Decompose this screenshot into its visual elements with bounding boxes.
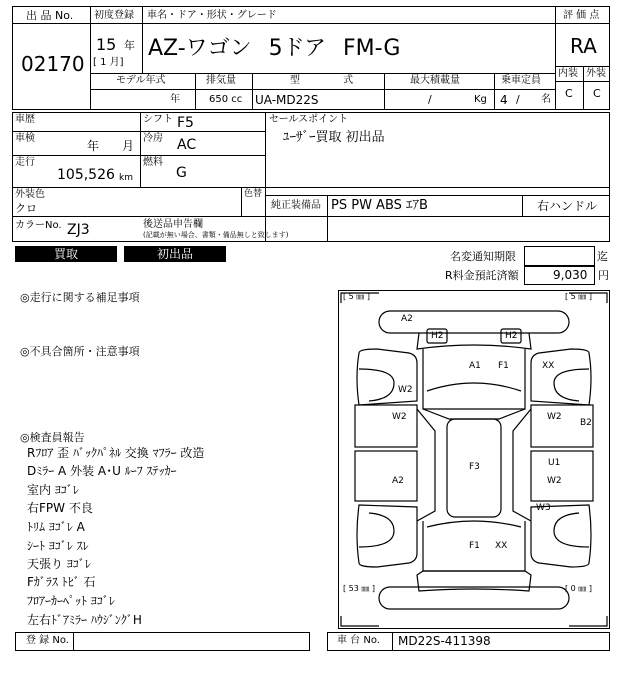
damage-mark: F1: [498, 361, 509, 371]
divider: [327, 195, 328, 242]
capacity-label: 乗車定員: [501, 75, 541, 86]
recycle-unit: 円: [598, 269, 609, 282]
damage-mark: B2: [580, 418, 592, 428]
lot-no: 02170: [21, 52, 85, 76]
sales-point: ﾕｰｻﾞｰ買取 初出品: [283, 130, 385, 145]
exterior-color: クロ: [15, 202, 37, 215]
report-line: Fｶﾞﾗｽ ﾄﾋﾞ 石: [27, 575, 96, 589]
first-reg-year: 15: [96, 35, 117, 54]
damage-mark: U1: [548, 458, 561, 468]
damage-mark: A1: [469, 361, 481, 371]
damage-mark: F1: [469, 541, 480, 551]
notes-section-defects: ◎不具合箇所・注意事項: [20, 345, 140, 358]
tire-depth-rear-right: [ 0 ㎜ ]: [565, 584, 592, 593]
car-diagram: [338, 290, 610, 629]
divider: [90, 6, 91, 110]
type-label: 型 式: [290, 75, 354, 86]
docs-label: 後送品申告欄: [143, 219, 203, 230]
notes-section-driving: ◎走行に関する補足事項: [20, 291, 140, 304]
reg-no-label: 登 録 No.: [26, 635, 69, 646]
badge-kaitori: 買取: [15, 246, 117, 262]
first-reg-month: [ 1 月]: [93, 57, 124, 68]
divider: [494, 73, 495, 110]
divider: [252, 73, 253, 110]
capacity-sep: /: [516, 93, 520, 106]
first-reg-label: 初度登録: [94, 10, 134, 21]
damage-mark: XX: [542, 361, 555, 371]
damage-mark: W2: [398, 385, 413, 395]
report-line: 右FPW 不良: [27, 501, 93, 515]
name-change-label: 名変通知期限: [450, 250, 516, 263]
displacement-label: 排気量: [206, 75, 236, 86]
divider: [12, 155, 265, 156]
divider: [142, 6, 143, 73]
inspection-year: 年: [87, 139, 100, 153]
chassis-no: MD22S-411398: [398, 634, 491, 648]
divider: [90, 73, 555, 74]
divider: [73, 632, 74, 651]
fuel: G: [176, 165, 187, 181]
sales-point-label: セールスポイント: [269, 114, 349, 125]
mileage-unit: km: [119, 173, 133, 183]
capacity-value: 4: [500, 93, 508, 107]
damage-mark: W2: [547, 412, 562, 422]
docs-note: (記載が無い場合、書類・備品無しと致します): [143, 231, 289, 239]
rating: RA: [570, 34, 597, 58]
equipment: PS PW ABS ｴｱB: [331, 198, 428, 213]
exterior-grade: C: [593, 87, 601, 100]
divider: [555, 6, 556, 110]
divider: [392, 632, 393, 651]
report-line: Dﾐﾗｰ A 外装 A･U ﾙｰﾌ ｽﾃｯｶｰ: [27, 464, 177, 478]
model-year-label: モデル年式: [116, 75, 166, 86]
damage-mark: H2: [505, 331, 518, 341]
chassis-label: 車 台 No.: [337, 635, 380, 646]
tire-depth-front-right: [ 5 ㎜ ]: [565, 292, 592, 301]
report-line: ﾄﾘﾑ ﾖｺﾞﾚ A: [27, 520, 85, 534]
name-change-box: [524, 246, 595, 266]
max-load-label: 最大積載量: [410, 75, 460, 86]
recycle-label: R料金預託済額: [445, 269, 519, 282]
tire-depth-rear-left: [ 53 ㎜ ]: [343, 584, 376, 593]
divider: [265, 195, 610, 196]
report-line: 室内 ﾖｺﾞﾚ: [27, 483, 79, 497]
equipment-label: 純正装備品: [271, 200, 321, 211]
capacity-unit: 名: [541, 94, 551, 105]
divider: [90, 89, 555, 90]
damage-mark: W2: [547, 476, 562, 486]
divider: [12, 216, 610, 217]
recycle-value: 9,030: [553, 268, 588, 282]
divider: [522, 195, 523, 216]
exterior-label: 外装: [586, 68, 606, 79]
inspection-month: 月: [122, 139, 135, 153]
damage-mark: F3: [469, 462, 480, 472]
damage-mark: XX: [495, 541, 508, 551]
model-year-value: 年: [170, 94, 180, 105]
report-line: Rﾌﾛｱ 歪 ﾊﾞｯｸﾊﾟﾈﾙ 交換 ﾏﾌﾗｰ 改造: [27, 446, 205, 460]
type-value: UA-MD22S: [255, 93, 319, 107]
divider: [12, 131, 265, 132]
color-no-label: カラーNo.: [15, 220, 62, 231]
divider: [241, 187, 242, 216]
divider: [195, 73, 196, 110]
notes-section-inspector: ◎検査員報告: [20, 431, 85, 444]
lot-no-label: 出 品 No.: [26, 9, 74, 22]
fuel-label: 燃料: [143, 157, 163, 168]
ac: AC: [177, 137, 197, 153]
report-line: 天張り ﾖｺﾞﾚ: [27, 557, 91, 571]
color-no: ZJ3: [67, 222, 90, 238]
divider: [140, 112, 141, 187]
report-line: 左右ﾄﾞｱﾐﾗｰ ﾊｳｼﾞﾝｸﾞH: [27, 613, 142, 627]
exterior-color-label: 外装色: [15, 189, 45, 200]
name-change-unit: 迄: [597, 250, 608, 263]
report-line: ﾌﾛｱｰｶｰﾍﾟｯﾄ ﾖｺﾞﾚ: [27, 594, 115, 608]
history-label: 車歴: [15, 114, 35, 125]
damage-mark: A2: [401, 314, 413, 324]
interior-grade: C: [565, 87, 573, 100]
shift: F5: [177, 115, 194, 131]
inspection-label: 車検: [15, 133, 35, 144]
steering: 右ハンドル: [537, 199, 598, 213]
tire-depth-front-left: [ 5 ㎜ ]: [343, 292, 370, 301]
report-line: ｼｰﾄ ﾖｺﾞﾚ ｽﾚ: [27, 539, 89, 553]
max-load-unit: Kg: [474, 94, 487, 105]
divider: [12, 23, 90, 24]
damage-mark: H2: [431, 331, 444, 341]
color-change-label: 色替: [244, 189, 263, 199]
car-name-label: 車名・ドア・形状・グレード: [147, 10, 277, 21]
displacement: 650 cc: [209, 94, 243, 105]
divider: [384, 73, 385, 110]
interior-label: 内装: [558, 68, 578, 79]
damage-mark: A2: [392, 476, 404, 486]
divider: [265, 112, 266, 242]
year-unit: 年: [124, 39, 135, 52]
divider: [583, 66, 584, 110]
max-load-value: /: [428, 93, 432, 106]
mileage: 105,526: [57, 167, 115, 183]
damage-mark: W3: [536, 503, 551, 513]
divider: [555, 23, 610, 24]
car-name: AZ-ワゴン 5ドア FM-G: [148, 36, 401, 61]
shift-label: シフト: [143, 114, 173, 125]
mileage-label: 走行: [15, 157, 35, 168]
rating-label: 評 価 点: [563, 10, 600, 21]
badge-first-listing: 初出品: [124, 246, 226, 262]
divider: [90, 23, 555, 24]
divider: [12, 187, 610, 188]
car-outline: [339, 291, 609, 628]
damage-mark: W2: [392, 412, 407, 422]
ac-label: 冷房: [143, 133, 163, 144]
